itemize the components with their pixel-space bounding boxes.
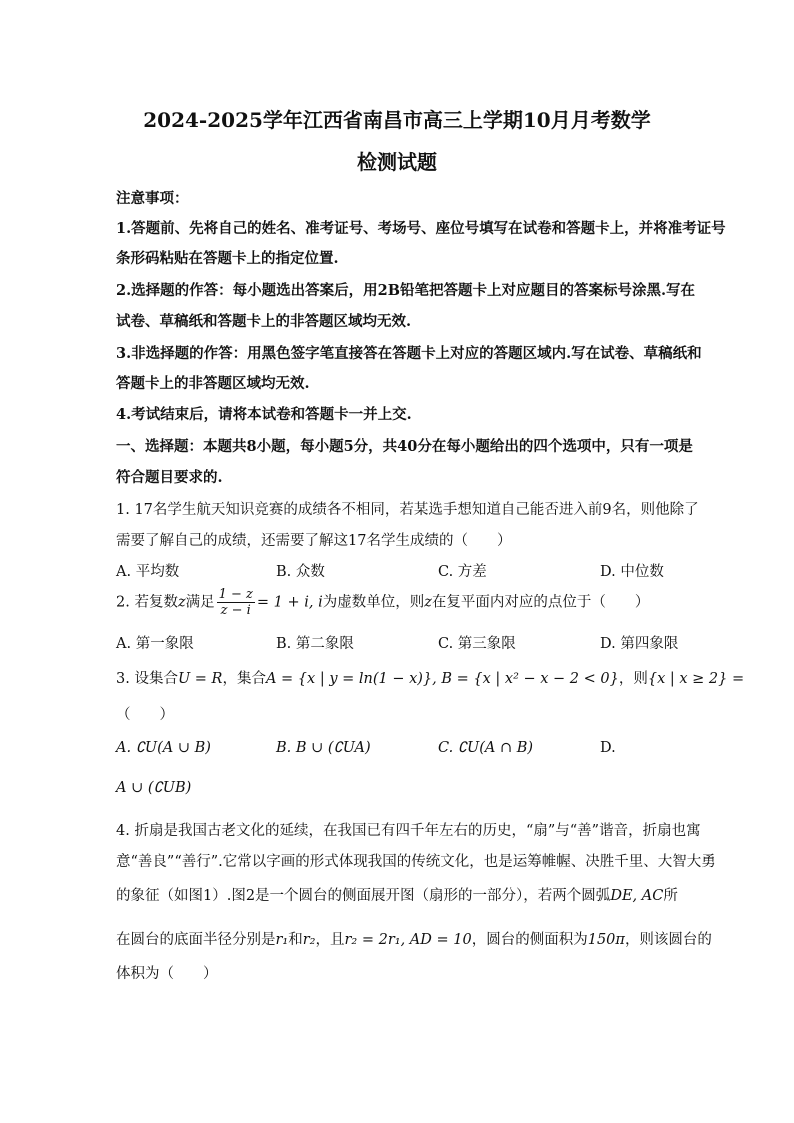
- q4-and: 和: [288, 932, 303, 948]
- note-3b: 答题卡上的非答题区域均无效.: [116, 375, 310, 392]
- note-2b: 试卷、草稿纸和答题卡上的非答题区域均无效.: [116, 313, 412, 330]
- q1-option-d: D. 中位数: [600, 564, 664, 580]
- q2-option-b: B. 第二象限: [276, 636, 354, 652]
- q1-text-b: 需要了解自己的成绩，还需要了解这17名学生成绩的（ ）: [116, 533, 512, 549]
- q4-text-d-pre: 在圆台的底面半径分别是: [116, 932, 276, 948]
- q4-text-c: [116, 884, 686, 905]
- note-2a: 2.选择题的作答：每小题选出答案后，用2B铅笔把答题卡上对应题目的答案标号涂黑.写在: [116, 282, 696, 299]
- q4-area: 150π: [587, 932, 625, 948]
- q4-r1: r₁: [275, 932, 289, 948]
- q2-frac-den: z − i: [220, 603, 251, 618]
- q1-option-b: B. 众数: [276, 564, 325, 580]
- q3-option-b: B. B ∪ (∁UA): [276, 740, 371, 756]
- note-4: 4.考试结束后，请将本试卷和答题卡一并上交.: [116, 406, 412, 423]
- q3-option-d: D.: [600, 740, 616, 756]
- q2-var-z: z: [177, 594, 186, 611]
- q2-frac-num: 1 − z: [218, 587, 253, 602]
- q3-mid: ，集合: [222, 671, 266, 687]
- q3-option-d-expr: A ∪ (∁UB): [116, 780, 192, 796]
- q2-post: 为虚数单位，则: [322, 594, 425, 611]
- q3-paren: （ ）: [116, 707, 174, 723]
- q2-fraction: [217, 587, 255, 618]
- q1-text-a: 1. 17名学生航天知识竞赛的成绩各不相同，若某选手想知道自己能否进入前9名，则他除了: [116, 502, 699, 518]
- q3-target-set: {x | x ≥ 2} =: [647, 671, 745, 687]
- q2-eq: = 1 + i, i: [256, 594, 323, 611]
- q4-r2: r₂: [302, 932, 316, 948]
- section1-heading-a: 一、选择题：本题共8小题，每小题5分，共40分在每小题给出的四个选项中，只有一项是: [116, 438, 693, 455]
- q2-pre: 2. 若复数: [116, 594, 178, 611]
- q2-option-c: C. 第三象限: [438, 636, 516, 652]
- section1-heading-b: 符合题目要求的.: [116, 469, 223, 486]
- q4-text-d-post: ，圆台的侧面积为: [471, 932, 588, 948]
- q2-stem: [116, 587, 686, 618]
- q4-text-a: 4. 折扇是我国古老文化的延续，在我国已有四千年左右的历史，“扇”与“善”谐音，折扇也寓: [116, 823, 701, 839]
- note-1a: 1.答题前、先将自己的姓名、准考证号、考场号、座位号填写在试卷和答题卡上，并将准考证号: [116, 220, 726, 237]
- q4-arcs: DE, AC: [610, 888, 664, 904]
- q4-text-b: 意“善良”“善行”.它常以字画的形式体现我国的传统文化，也是运筹帷幄、决胜千里、大智大勇: [116, 854, 716, 870]
- exam-title-line2: 检测试题: [357, 150, 437, 174]
- exam-title-line1: 2024-2025学年江西省南昌市高三上学期10月月考数学: [143, 108, 651, 132]
- notes-heading: 注意事项：: [116, 190, 189, 207]
- q4-text-d-end: ，则该圆台的: [624, 932, 712, 948]
- note-1b: 条形码粘贴在答题卡上的指定位置.: [116, 250, 339, 267]
- q3-option-a: A. ∁U(A ∪ B): [116, 740, 211, 756]
- q4-text-d-mid: ，且: [315, 932, 345, 948]
- q2-post2: 在复平面内对应的点位于（ ）: [431, 594, 650, 611]
- q2-option-a: A. 第一象限: [116, 636, 194, 652]
- q2-mid: 满足: [185, 594, 215, 611]
- q2-var-z2: z: [424, 594, 432, 611]
- q2-option-d: D. 第四象限: [600, 636, 679, 652]
- q3-option-c: C. ∁U(A ∩ B): [438, 740, 534, 756]
- q4-condition: r₂ = 2r₁, AD = 10: [344, 932, 472, 948]
- note-3a: 3.非选择题的作答：用黑色签字笔直接答在答题卡上对应的答题区域内.写在试卷、草稿纸和: [116, 345, 702, 362]
- q4-text-e: 体积为（ ）: [116, 966, 218, 982]
- q4-text-c-post: 所: [663, 888, 678, 904]
- q3-sets-ab: A = {x | y = ln(1 − x)}, B = {x | x² − x − 2 < 0}: [265, 671, 619, 687]
- q4-text-c-pre: 的象征（如图1）.图2是一个圆台的侧面展开图（扇形的一部分），若两个圆弧: [116, 888, 611, 904]
- q3-pre: 3. 设集合: [116, 671, 178, 687]
- q3-stem: [116, 667, 745, 688]
- q4-text-d: [116, 928, 712, 949]
- q3-universal-set: U = R: [177, 671, 223, 687]
- q1-option-a: A. 平均数: [116, 564, 180, 580]
- q1-option-c: C. 方差: [438, 564, 487, 580]
- q3-mid2: ，则: [618, 671, 648, 687]
